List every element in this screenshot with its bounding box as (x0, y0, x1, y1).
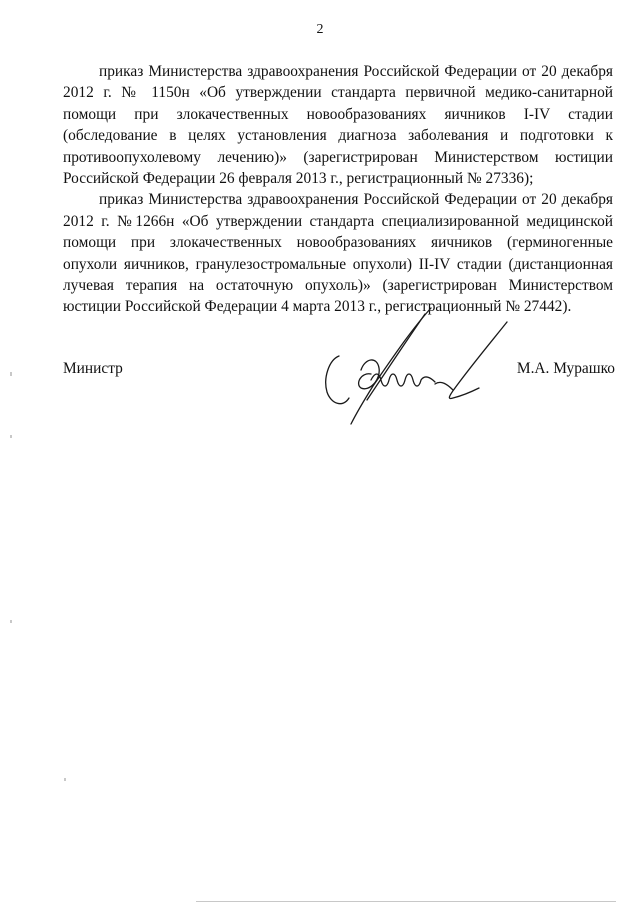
signature-block (63, 300, 615, 440)
scan-bottom-edge (196, 901, 616, 902)
paragraph-order-1266n: приказ Министерства здравоохранения Российской Федерации от 20 декабря 2012 г. №1266н «Об утверждении стандарта специализированной медицинской помощи при злокачественных новообразованиях яичников (герминогенные опухоли яичников, гранулезостромальные опухоли) II-IV стадии (дистанционная лучевая терапия на остаточную опухоль)» (зарегистрирован Министерством юстиции Российской Федерации 4 марта 2013 г., регистрационный № 27442). (63, 191, 613, 316)
signer-name: М.А. Мурашко (516, 360, 615, 377)
handwritten-signature (321, 300, 531, 430)
scan-margin-artifact (64, 778, 66, 781)
scan-margin-artifact (10, 372, 12, 376)
page-number: 2 (316, 22, 324, 37)
scan-margin-artifact (10, 435, 12, 438)
signer-title: Министр (63, 360, 123, 377)
scan-margin-artifact (10, 620, 12, 623)
document-body (63, 61, 613, 318)
paragraph-order-1150n: приказ Министерства здравоохранения Российской Федерации от 20 декабря 2012 г. № 1150н «Об утверждении стандарта первичной медико-санитарной помощи при злокачественных новообразованиях яичников I-IV стадии (обследование в целях установления диагноза заболевания и подготовки к противоопухолевому лечению)» (зарегистрирован Министерством юстиции Российской Федерации 26 февраля 2013 г., регистрационный № 27336); (63, 63, 613, 188)
